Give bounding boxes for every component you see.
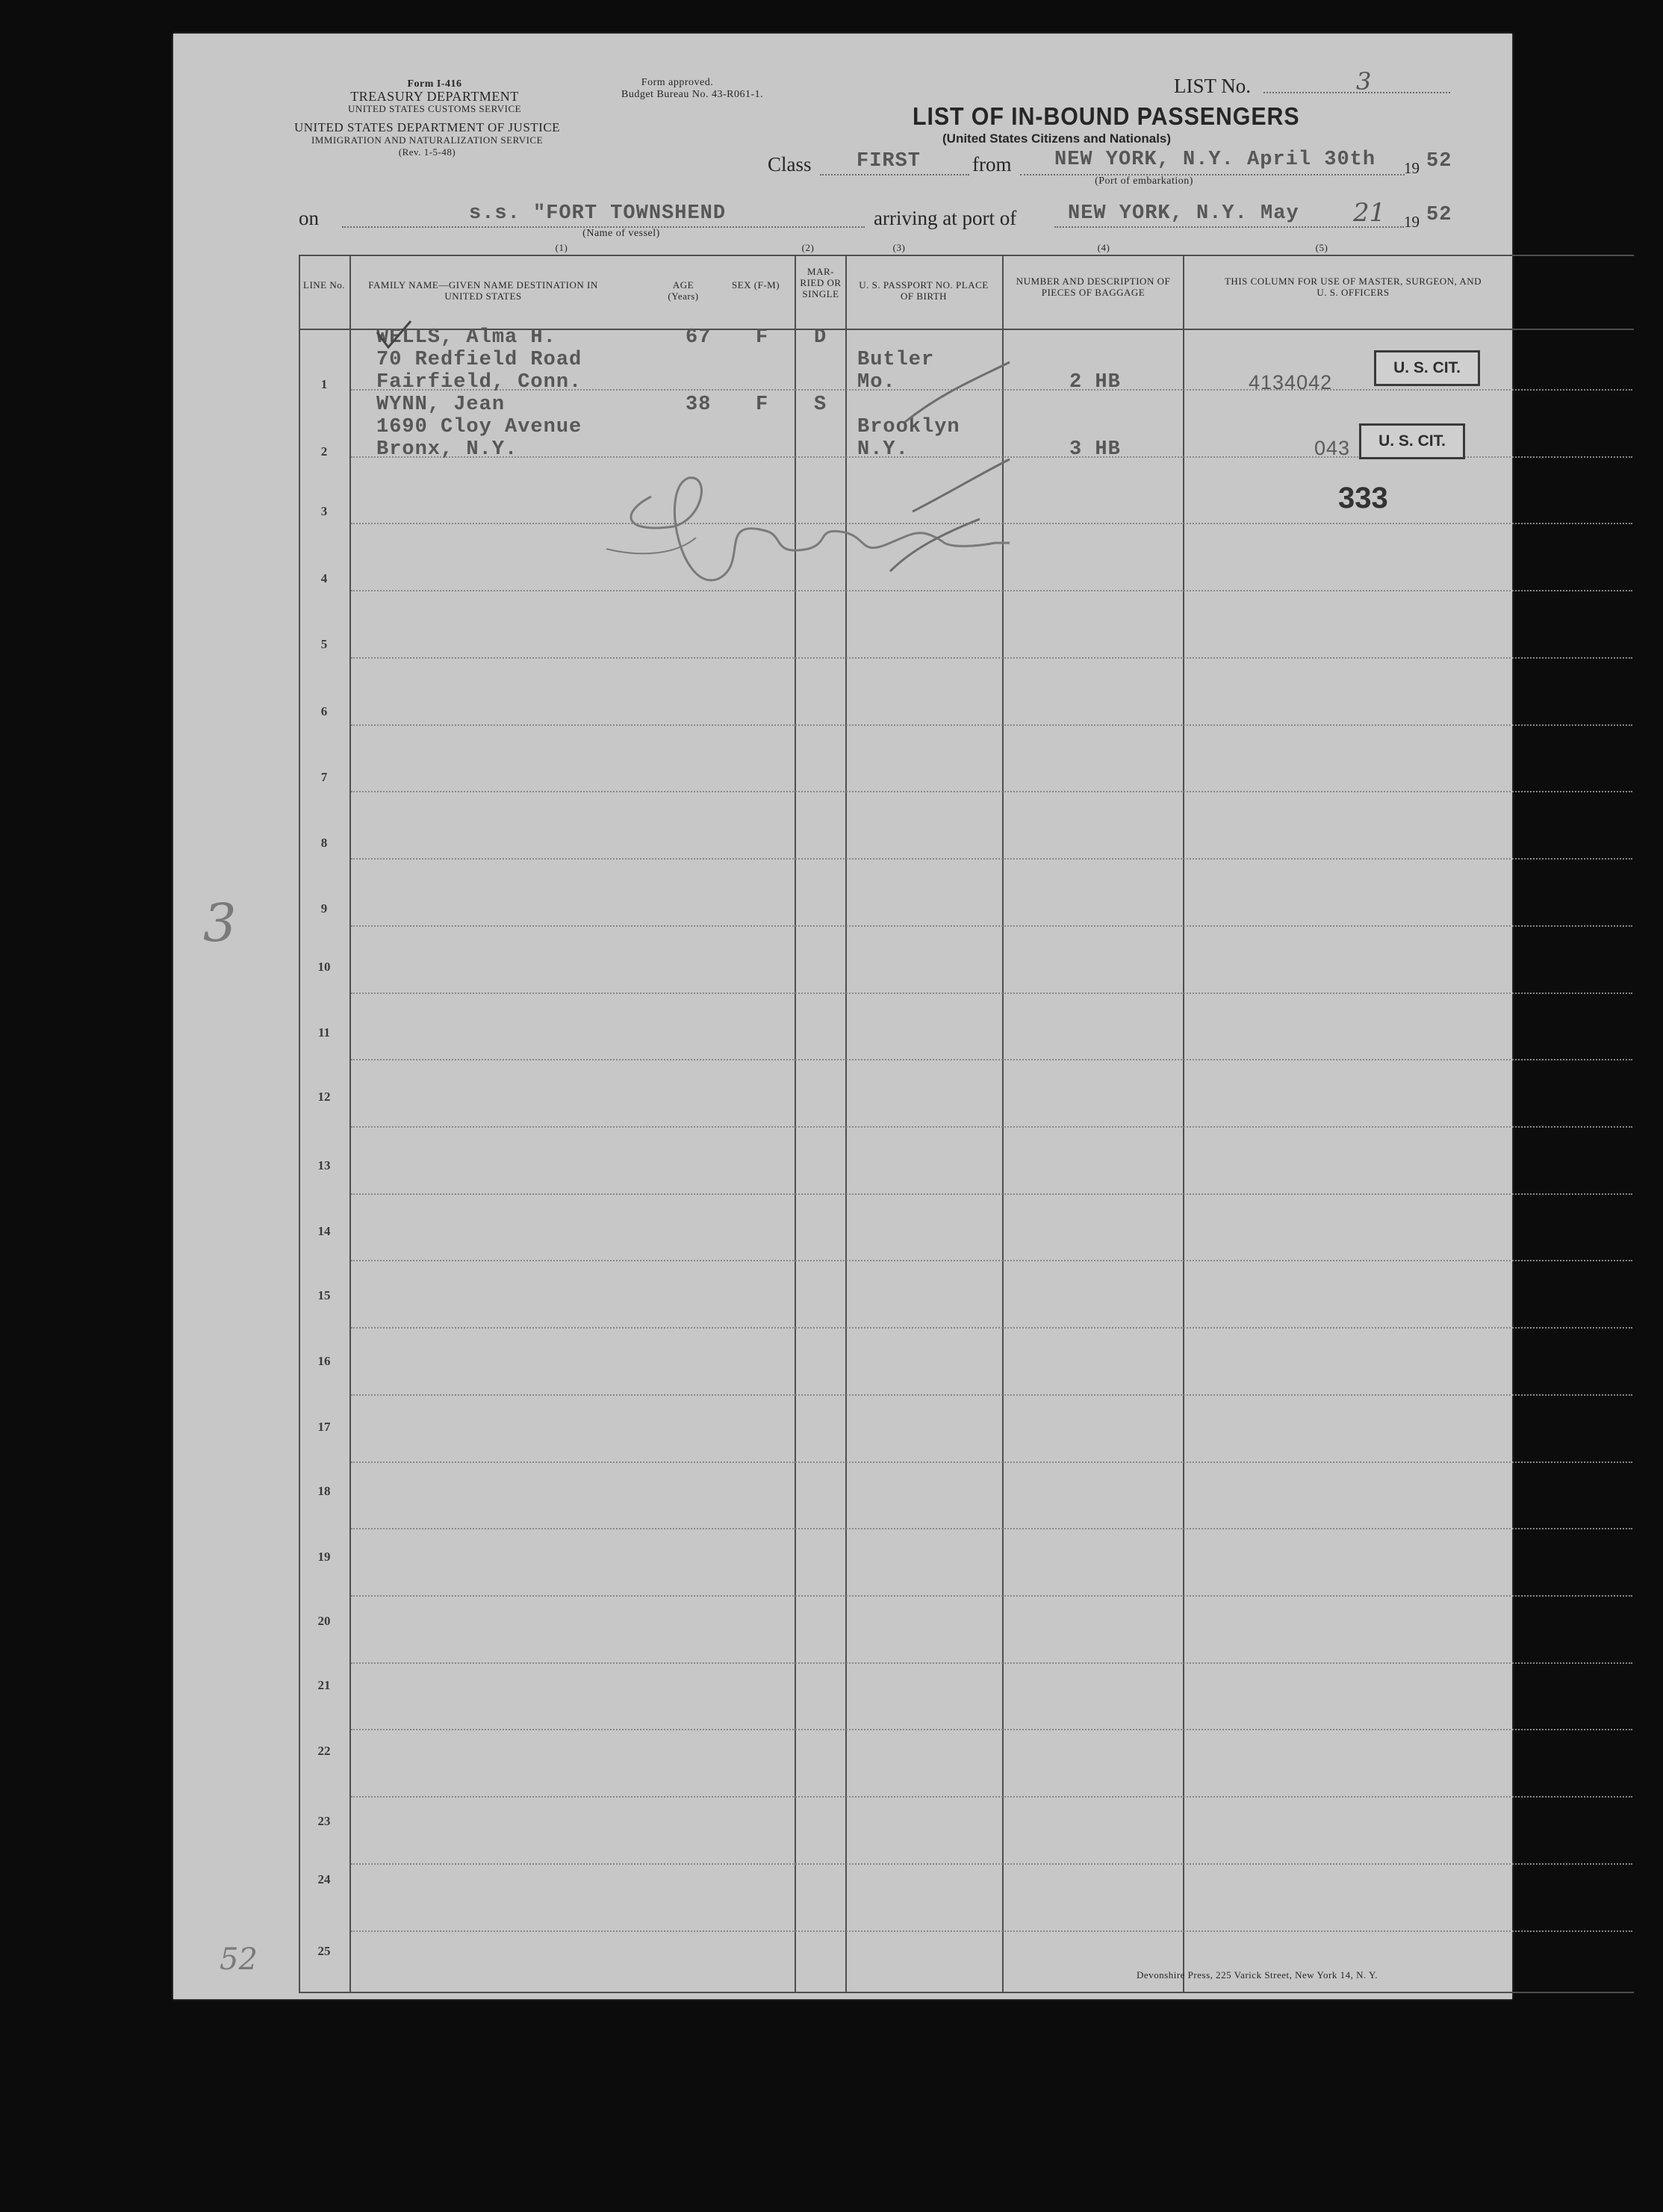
- passenger-marital: D: [814, 326, 827, 349]
- treasury-dept: TREASURY DEPARTMENT: [350, 89, 519, 104]
- line-number: 6: [320, 704, 328, 718]
- col-num-1: (1): [555, 242, 568, 253]
- col-married: MAR-RIED OR SINGLE: [800, 266, 842, 299]
- depart-year: 52: [1426, 150, 1452, 173]
- form-number: Form I-416: [407, 78, 462, 90]
- passenger-name: WYNN, Jean: [376, 394, 506, 416]
- port-caption: (Port of embarkation): [1095, 175, 1193, 187]
- passenger-address: 1690 Cloy Avenue: [376, 416, 582, 438]
- class-label: Class: [768, 153, 812, 175]
- line-number: 17: [317, 1420, 331, 1434]
- year-prefix-2: 19: [1404, 213, 1420, 231]
- line-number: 12: [317, 1090, 331, 1104]
- passenger-baggage: 3 HB: [1069, 438, 1121, 461]
- line-number: 21: [317, 1678, 331, 1692]
- margin-number: 3: [203, 892, 237, 954]
- revision: (Rev. 1-5-48): [398, 146, 456, 158]
- margin-number: 52: [220, 1942, 258, 1977]
- line-number: 23: [317, 1814, 331, 1828]
- arrival-port: NEW YORK, N.Y. May: [1068, 202, 1299, 225]
- line-number: 18: [317, 1484, 331, 1498]
- passenger-sex: F: [756, 394, 769, 416]
- passenger-city: Bronx, N.Y.: [376, 438, 518, 461]
- line-number: 25: [317, 1944, 331, 1958]
- col-line: LINE No.: [303, 279, 345, 291]
- col-baggage: NUMBER AND DESCRIPTION OF PIECES OF BAGGAGE: [1016, 276, 1171, 298]
- year-prefix-1: 19: [1404, 159, 1420, 177]
- arriving-label: arriving at port of: [874, 207, 1017, 229]
- vessel-caption: (Name of vessel): [582, 228, 660, 239]
- line-number: 22: [317, 1744, 331, 1758]
- printer-footer: Devonshire Press, 225 Varick Street, New York 14, N. Y.: [1137, 1969, 1378, 1980]
- passenger-sex: F: [756, 326, 769, 349]
- class-value: FIRST: [857, 150, 921, 173]
- passenger-birthstate: N.Y.: [857, 438, 909, 461]
- col-name: FAMILY NAME—GIVEN NAME DESTINATION IN UNITED STATES: [368, 279, 598, 302]
- col-num-5: (5): [1315, 242, 1328, 253]
- line-number: 14: [317, 1224, 331, 1238]
- list-no-value: 3: [1356, 67, 1372, 96]
- from-value: NEW YORK, N.Y. April 30th: [1054, 149, 1376, 171]
- line-number: 19: [317, 1550, 331, 1564]
- vessel-name: s.s. "FORT TOWNSHEND: [469, 202, 727, 225]
- passenger-birthplace: Butler: [857, 349, 935, 371]
- total-count: 333: [1338, 482, 1388, 515]
- list-no-label: LIST No.: [1174, 75, 1252, 97]
- passenger-age: 67: [686, 326, 712, 349]
- col-passport: U. S. PASSPORT NO. PLACE OF BIRTH: [859, 279, 989, 302]
- from-label: from: [972, 153, 1012, 175]
- arrival-day: 21: [1353, 198, 1386, 228]
- line-number: 24: [317, 1872, 331, 1886]
- citizen-stamp: U. S. CIT.: [1374, 350, 1480, 386]
- check-mark: [373, 317, 418, 355]
- line-number: 16: [317, 1354, 331, 1368]
- col-sex: SEX (F-M): [731, 279, 780, 291]
- line-number: 5: [320, 637, 328, 651]
- line-number: 9: [320, 901, 328, 916]
- page-subtitle: (United States Citizens and Nationals): [942, 131, 1172, 146]
- line-number: 15: [317, 1288, 331, 1302]
- passenger-age: 38: [686, 394, 712, 416]
- officer-number: 4134042: [1249, 371, 1333, 394]
- citizen-stamp: U. S. CIT.: [1359, 423, 1465, 459]
- col-num-4: (4): [1097, 242, 1110, 253]
- line-number: 20: [317, 1614, 331, 1628]
- col-num-3: (3): [892, 242, 906, 253]
- officer-number: 043: [1314, 437, 1351, 459]
- line-number: 2: [320, 444, 328, 459]
- line-number: 1: [320, 377, 328, 391]
- ins-service: IMMIGRATION AND NATURALIZATION SERVICE: [311, 134, 544, 146]
- on-label: on: [299, 207, 319, 229]
- passenger-birthstate: Mo.: [857, 371, 896, 394]
- passenger-marital: S: [814, 394, 827, 416]
- passenger-city: Fairfield, Conn.: [376, 371, 582, 394]
- customs-service: UNITED STATES CUSTOMS SERVICE: [347, 103, 522, 114]
- justice-dept: UNITED STATES DEPARTMENT OF JUSTICE: [293, 120, 561, 134]
- passenger-address: 70 Redfield Road: [376, 349, 582, 371]
- col-num-2: (2): [801, 242, 815, 253]
- passenger-birthplace: Brooklyn: [857, 416, 960, 438]
- handwritten-signature: [591, 347, 1204, 631]
- page-title: LIST OF IN-BOUND PASSENGERS: [913, 102, 1300, 130]
- passenger-name: WELLS, Alma H.: [376, 326, 556, 349]
- line-number: 7: [320, 770, 328, 784]
- line-number: 4: [320, 571, 328, 585]
- arrival-year: 52: [1426, 204, 1452, 226]
- line-number: 13: [317, 1158, 331, 1172]
- col-officers: THIS COLUMN FOR USE OF MASTER, SURGEON, AND U. S. OFFICERS: [1224, 276, 1482, 298]
- budget-bureau: Budget Bureau No. 43-R061-1.: [621, 89, 764, 100]
- col-age: AGE (Years): [668, 279, 699, 302]
- line-number: 10: [317, 960, 331, 974]
- manifest-page: [173, 34, 1512, 1999]
- line-number: 11: [317, 1025, 331, 1040]
- line-number: 8: [320, 836, 328, 850]
- line-number: 3: [320, 504, 328, 518]
- form-approved: Form approved.: [641, 77, 714, 88]
- passenger-baggage: 2 HB: [1069, 371, 1121, 394]
